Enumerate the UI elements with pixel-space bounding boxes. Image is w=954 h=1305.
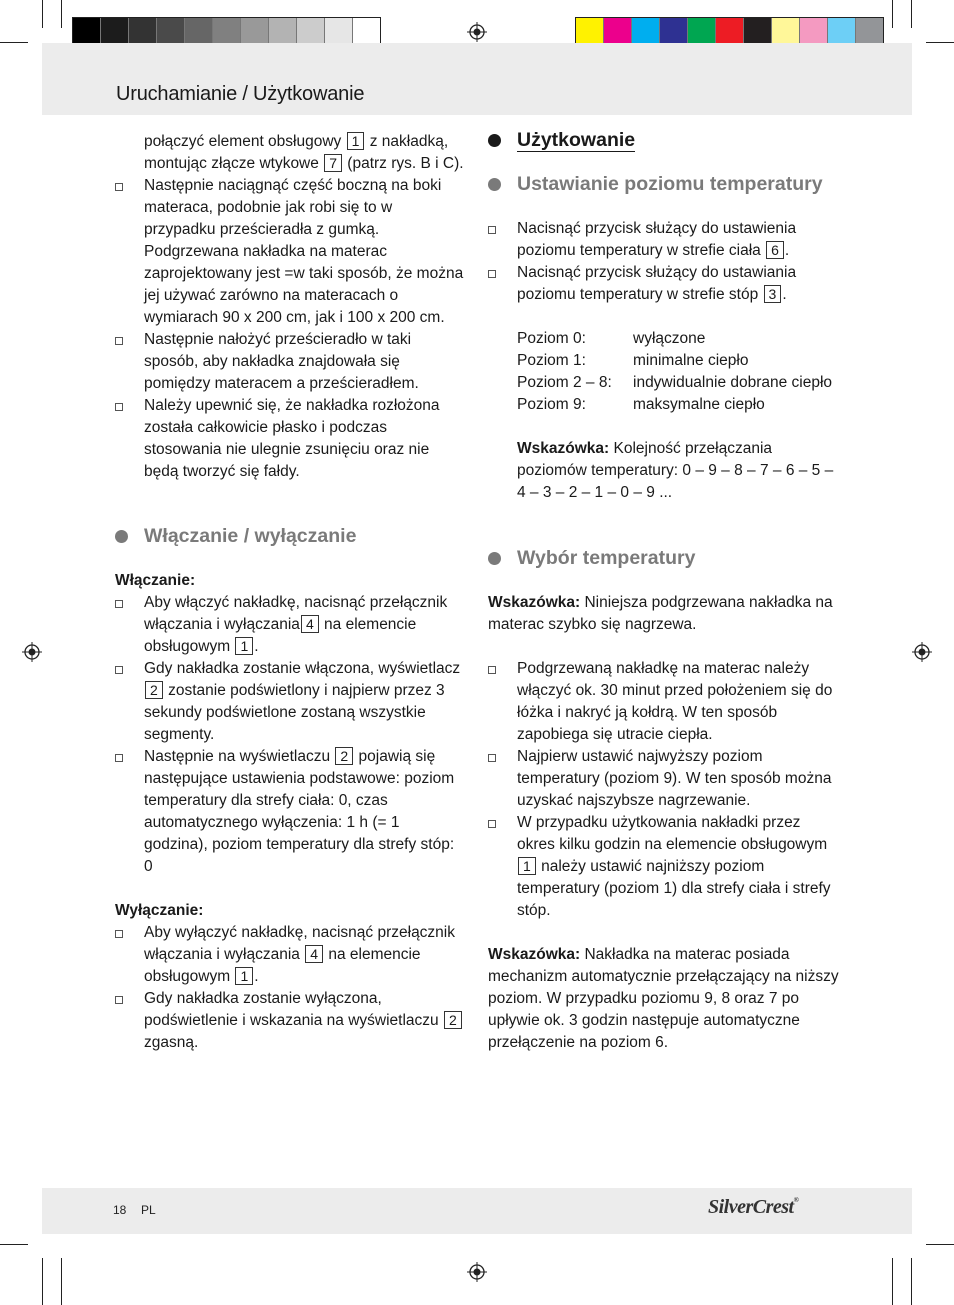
registration-mark-icon [912,642,932,662]
list-item: Gdy nakładka zostanie włączona, wyświetlacz 2 zostanie podświetlony i najpierw przez 3 sekundy podświetlone zostaną wszystkie segmenty. [115,658,467,746]
crop-mark [926,1244,954,1245]
list-item: Nacisnąć przycisk służący do ustawiania poziomu temperatury w strefie stóp 3 . [488,262,840,306]
note-paragraph: Wskazówka: Niniejsza podgrzewana nakładka na materac szybko się nagrzewa. [488,594,833,633]
list-item: Należy upewnić się, że nakładka rozłożona została całkowicie płasko i podczas stosowania nie ulegnie zsunięciu oraz nie będą tworzyć się fałdy. [115,395,467,483]
subheading-on: Włączanie: [115,572,196,589]
crop-mark [0,42,28,43]
registration-mark-icon [467,1262,487,1282]
subheading-off: Wyłączanie: [115,902,204,919]
ref-number: 1 [518,857,536,875]
crop-mark [911,0,912,28]
crop-mark [926,42,954,43]
section-heading: Włączanie / wyłączanie [115,525,467,548]
list-item: Najpierw ustawić najwyższy poziom temperatury (poziom 9). W ten sposób można uzyskać najszybsze nagrzewanie. [488,746,840,812]
level-row: Poziom 1: minimalne ciepło [517,352,749,369]
list-item: Aby wyłączyć nakładkę, nacisnąć przełącznik włączania i wyłączania 4 na elemencie obsługowym 1 . [115,922,467,988]
section-heading-temperature: Ustawianie poziomu temperatury [488,173,840,196]
page-header [42,43,912,115]
ref-number: 6 [766,241,784,259]
note-paragraph: Wskazówka: Nakładka na materac posiada mechanizm automatycznie przełączający na niższy poziom. W przypadku poziomu 9, 8 oraz 7 po upływie ok. 3 godzin następuje automatyczne przełączenie na poziom 6. [488,946,839,1051]
note-paragraph: Wskazówka: Kolejność przełączania poziomów temperatury: 0 – 9 – 8 – 7 – 6 – 5 – 4 – 3 – 2 – 1 – 0 – 9 ... [517,440,834,501]
crop-mark [61,0,62,28]
list-item: Gdy nakładka zostanie wyłączona, podświetlenie i wskazania na wyświetlaczu 2 zgasną. [115,988,467,1054]
ref-number: 4 [305,945,323,963]
brand-logo: SilverCrest® [708,1196,799,1218]
intro-paragraph: połączyć element obsługowy 1 z nakładką, montując złącze wtykowe 7 (patrz rys. B i C). [144,133,464,172]
ref-number: 1 [235,637,253,655]
page-number: 18 [113,1203,127,1217]
list-item: W przypadku użytkowania nakładki przez okres kilku godzin na elemencie obsługowym 1 należy ustawić najniższy poziom temperatury (poziom 1) dla strefy ciała i strefy stóp. [488,812,840,922]
crop-mark [42,0,43,28]
level-row: Poziom 0: wyłączone [517,330,706,347]
ref-number: 1 [347,132,365,150]
list-item: Aby włączyć nakładkę, nacisnąć przełącznik włączania i wyłączania 4 na elemencie obsługowym 1 . [115,592,467,658]
ref-number: 1 [235,967,253,985]
page-title: Uruchamianie / Użytkowanie [116,83,365,105]
crop-mark [911,1258,912,1305]
list-item: Nacisnąć przycisk służący do ustawienia poziomu temperatury w strefie ciała 6 . [488,218,840,262]
list-item: Następnie na wyświetlaczu 2 pojawią się następujące ustawienia podstawowe: poziom temperatury dla strefy ciała: 0, czas automatycznego wyłączenia: 1 h (= 1 godzina), poziom temperatury dla strefy stóp: 0 [115,746,467,878]
ref-number: 7 [324,154,342,172]
section-heading-select: Wybór temperatury [488,547,840,570]
crop-mark [42,1258,43,1305]
ref-number: 2 [444,1011,462,1029]
level-table [488,328,840,416]
ref-number: 3 [764,285,782,303]
section-heading-usage: Użytkowanie [488,129,840,152]
crop-mark [892,1258,893,1305]
ref-number: 4 [301,615,319,633]
registration-mark-icon [22,642,42,662]
language-code: PL [141,1203,156,1217]
list-item: Podgrzewaną nakładkę na materac należy włączyć ok. 30 minut przed położeniem się do łóżka i nakryć ją kołdrą. W ten sposób zapobiega się utracie ciepła. [488,658,840,746]
crop-mark [0,1244,28,1245]
ref-number: 2 [145,681,163,699]
level-row: Poziom 2 – 8: indywidualnie dobrane ciepło [517,374,833,391]
crop-mark [61,1258,62,1305]
ref-number: 2 [335,747,353,765]
left-column [115,131,467,1054]
level-row: Poziom 9: maksymalne ciepło [517,396,765,413]
list-item: Następnie nałożyć prześcieradło w taki sposób, aby nakładka znajdowała się pomiędzy materacem a prześcieradłem. [115,329,467,395]
list-item: Następnie naciągnąć część boczną na boki materaca, podobnie jak robi się to w przypadku prześcieradła z gumką. Podgrzewana nakładka na materac zaprojektowany jest =w taki sposób, że można jej używać zarówno na materacach o wymiarach 90 x 200 cm, jak i 100 x 200 cm. [115,175,467,329]
crop-mark [892,0,893,28]
right-column [488,129,840,1054]
registration-mark-icon [467,22,487,42]
